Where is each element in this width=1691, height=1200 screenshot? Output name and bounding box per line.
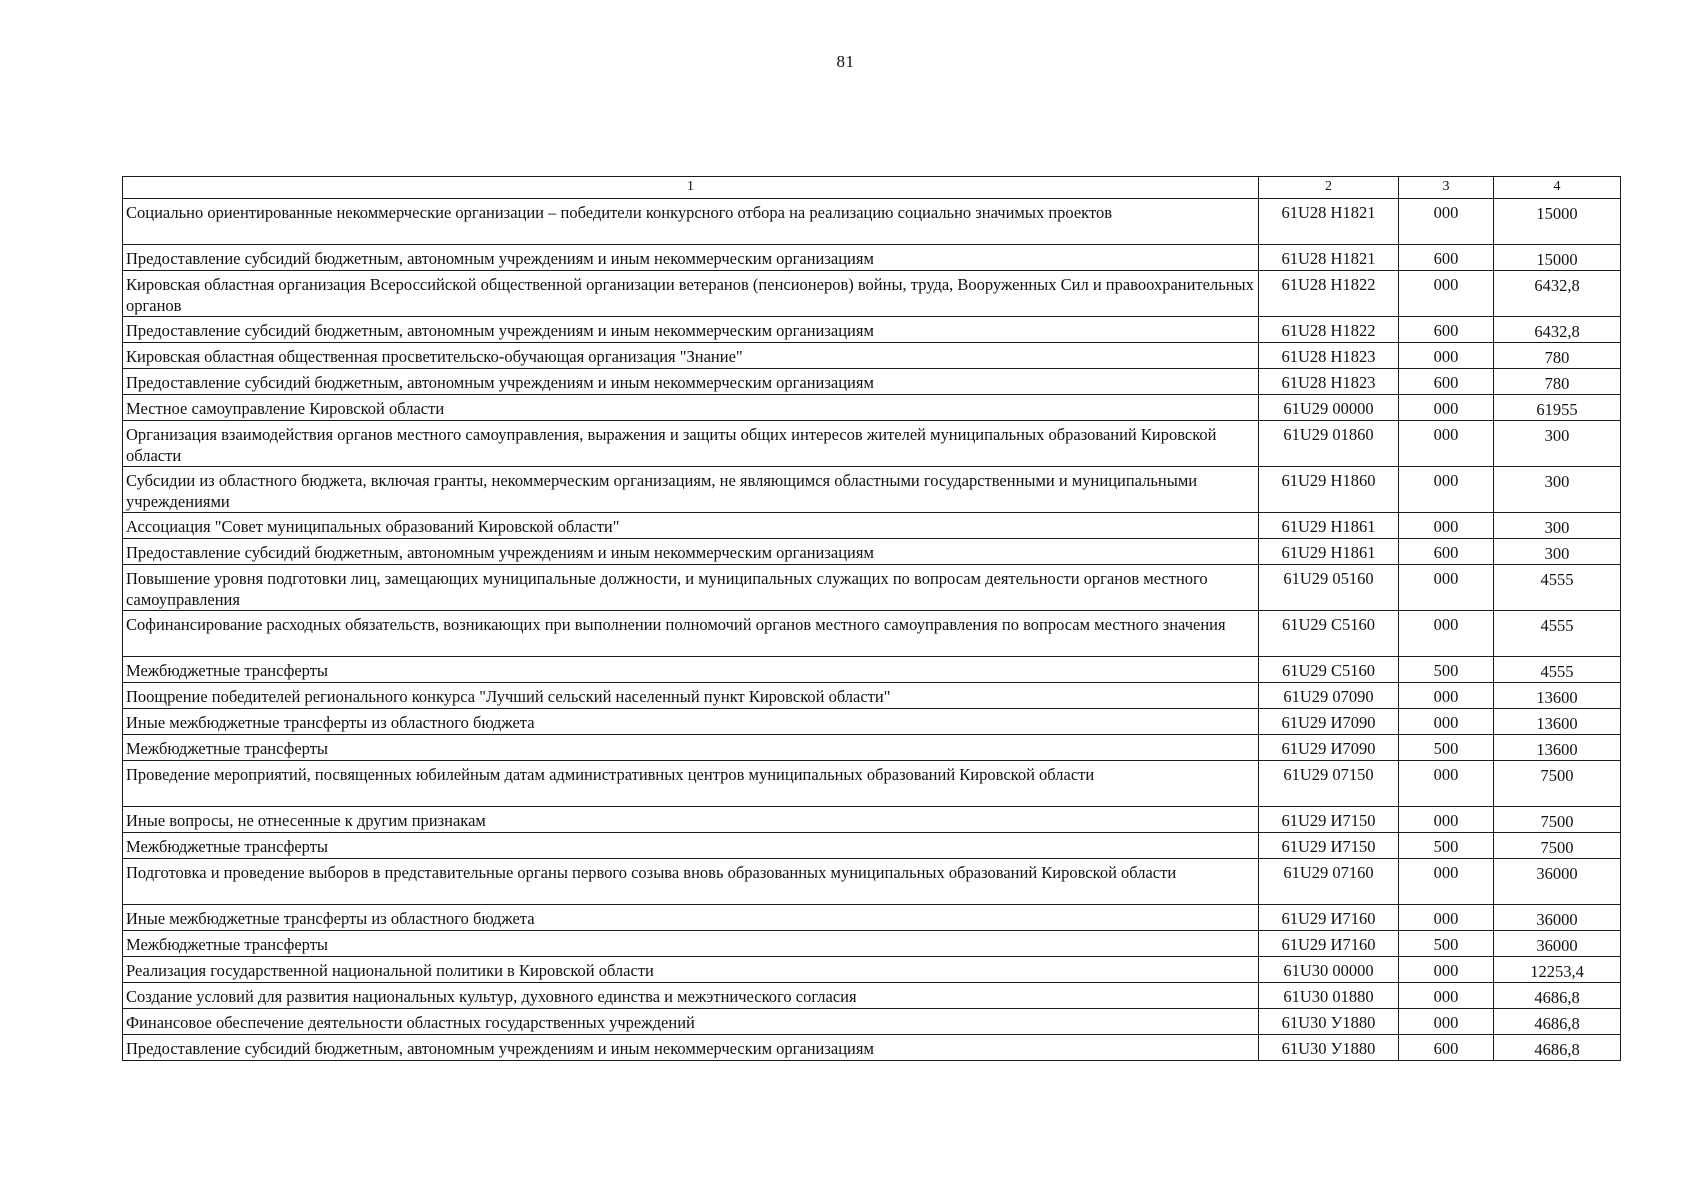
row-amount-cell: 36000 bbox=[1494, 905, 1621, 931]
row-name-cell: Кировская областная общественная просветительско-обучающая организация "Знание" bbox=[123, 343, 1259, 369]
row-name-cell: Кировская областная организация Всероссийской общественной организации ветеранов (пенсионеров) войны, труда, Вооруженных Сил и правоохранительных органов bbox=[123, 271, 1259, 317]
row-type-cell: 000 bbox=[1399, 683, 1494, 709]
row-type-cell: 000 bbox=[1399, 761, 1494, 807]
row-code-cell: 61U30 01880 bbox=[1259, 983, 1399, 1009]
row-name-cell: Поощрение победителей регионального конкурса "Лучший сельский населенный пункт Кировской области" bbox=[123, 683, 1259, 709]
row-code-cell: 61U29 И7090 bbox=[1259, 735, 1399, 761]
row-name-cell: Иные межбюджетные трансферты из областного бюджета bbox=[123, 905, 1259, 931]
row-code-cell: 61U30 00000 bbox=[1259, 957, 1399, 983]
table-body bbox=[123, 199, 1621, 1061]
row-name-cell: Предоставление субсидий бюджетным, автономным учреждениям и иным некоммерческим организациям bbox=[123, 245, 1259, 271]
row-type-cell: 000 bbox=[1399, 421, 1494, 467]
row-code-cell: 61U28 H1822 bbox=[1259, 271, 1399, 317]
row-name-cell: Субсидии из областного бюджета, включая гранты, некоммерческим организациям, не являющимся областными государственными и муниципальными учреждениями bbox=[123, 467, 1259, 513]
row-amount-cell: 300 bbox=[1494, 467, 1621, 513]
row-type-cell: 000 bbox=[1399, 343, 1494, 369]
table-row bbox=[123, 611, 1621, 657]
column-header-4: 4 bbox=[1494, 177, 1621, 199]
row-amount-cell: 13600 bbox=[1494, 735, 1621, 761]
row-amount-cell: 6432,8 bbox=[1494, 317, 1621, 343]
row-name-cell: Предоставление субсидий бюджетным, автономным учреждениям и иным некоммерческим организациям bbox=[123, 539, 1259, 565]
row-amount-cell: 300 bbox=[1494, 421, 1621, 467]
row-name-cell: Предоставление субсидий бюджетным, автономным учреждениям и иным некоммерческим организациям bbox=[123, 369, 1259, 395]
row-code-cell: 61U28 H1823 bbox=[1259, 343, 1399, 369]
header-row bbox=[123, 177, 1621, 199]
table-row bbox=[123, 199, 1621, 245]
row-code-cell: 61U29 H1861 bbox=[1259, 539, 1399, 565]
row-amount-cell: 4686,8 bbox=[1494, 1009, 1621, 1035]
table-row bbox=[123, 709, 1621, 735]
table-row bbox=[123, 369, 1621, 395]
column-header-1: 1 bbox=[123, 177, 1259, 199]
row-code-cell: 61U29 07160 bbox=[1259, 859, 1399, 905]
table-row bbox=[123, 395, 1621, 421]
row-type-cell: 000 bbox=[1399, 807, 1494, 833]
table-row bbox=[123, 421, 1621, 467]
row-amount-cell: 300 bbox=[1494, 513, 1621, 539]
row-type-cell: 000 bbox=[1399, 513, 1494, 539]
row-type-cell: 600 bbox=[1399, 245, 1494, 271]
table-row bbox=[123, 859, 1621, 905]
row-amount-cell: 780 bbox=[1494, 343, 1621, 369]
row-code-cell: 61U29 07150 bbox=[1259, 761, 1399, 807]
row-code-cell: 61U30 У1880 bbox=[1259, 1009, 1399, 1035]
row-type-cell: 000 bbox=[1399, 1009, 1494, 1035]
row-code-cell: 61U29 H1860 bbox=[1259, 467, 1399, 513]
table-row bbox=[123, 761, 1621, 807]
row-amount-cell: 36000 bbox=[1494, 859, 1621, 905]
table-row bbox=[123, 539, 1621, 565]
row-type-cell: 000 bbox=[1399, 271, 1494, 317]
table-row bbox=[123, 905, 1621, 931]
column-header-2: 2 bbox=[1259, 177, 1399, 199]
row-type-cell: 000 bbox=[1399, 611, 1494, 657]
table-row bbox=[123, 657, 1621, 683]
row-name-cell: Предоставление субсидий бюджетным, автономным учреждениям и иным некоммерческим организациям bbox=[123, 317, 1259, 343]
row-amount-cell: 36000 bbox=[1494, 931, 1621, 957]
row-amount-cell: 300 bbox=[1494, 539, 1621, 565]
row-code-cell: 61U28 H1821 bbox=[1259, 245, 1399, 271]
row-amount-cell: 7500 bbox=[1494, 807, 1621, 833]
row-code-cell: 61U29 01860 bbox=[1259, 421, 1399, 467]
budget-table bbox=[122, 176, 1621, 1061]
row-code-cell: 61U29 00000 bbox=[1259, 395, 1399, 421]
row-name-cell: Межбюджетные трансферты bbox=[123, 931, 1259, 957]
row-code-cell: 61U29 И7160 bbox=[1259, 931, 1399, 957]
row-type-cell: 000 bbox=[1399, 565, 1494, 611]
row-type-cell: 000 bbox=[1399, 957, 1494, 983]
table-row bbox=[123, 957, 1621, 983]
row-type-cell: 000 bbox=[1399, 905, 1494, 931]
table-row bbox=[123, 807, 1621, 833]
row-name-cell: Межбюджетные трансферты bbox=[123, 833, 1259, 859]
row-name-cell: Создание условий для развития национальных культур, духовного единства и межэтнического согласия bbox=[123, 983, 1259, 1009]
row-code-cell: 61U29 H1861 bbox=[1259, 513, 1399, 539]
row-code-cell: 61U28 H1823 bbox=[1259, 369, 1399, 395]
row-type-cell: 500 bbox=[1399, 735, 1494, 761]
row-amount-cell: 4686,8 bbox=[1494, 1035, 1621, 1061]
table-row bbox=[123, 467, 1621, 513]
row-code-cell: 61U28 H1822 bbox=[1259, 317, 1399, 343]
row-code-cell: 61U29 C5160 bbox=[1259, 657, 1399, 683]
table-row bbox=[123, 513, 1621, 539]
table-row bbox=[123, 565, 1621, 611]
row-type-cell: 500 bbox=[1399, 833, 1494, 859]
table-row bbox=[123, 245, 1621, 271]
row-type-cell: 600 bbox=[1399, 1035, 1494, 1061]
row-amount-cell: 12253,4 bbox=[1494, 957, 1621, 983]
row-amount-cell: 13600 bbox=[1494, 709, 1621, 735]
row-name-cell: Организация взаимодействия органов местного самоуправления, выражения и защиты общих интересов жителей муниципальных образований Кировской области bbox=[123, 421, 1259, 467]
row-type-cell: 600 bbox=[1399, 369, 1494, 395]
row-amount-cell: 4555 bbox=[1494, 611, 1621, 657]
table-row bbox=[123, 1009, 1621, 1035]
row-code-cell: 61U29 И7090 bbox=[1259, 709, 1399, 735]
row-type-cell: 500 bbox=[1399, 931, 1494, 957]
row-type-cell: 000 bbox=[1399, 709, 1494, 735]
row-code-cell: 61U29 И7160 bbox=[1259, 905, 1399, 931]
table-header bbox=[123, 177, 1621, 199]
table-row bbox=[123, 317, 1621, 343]
row-type-cell: 000 bbox=[1399, 467, 1494, 513]
row-amount-cell: 15000 bbox=[1494, 199, 1621, 245]
row-name-cell: Межбюджетные трансферты bbox=[123, 735, 1259, 761]
row-name-cell: Предоставление субсидий бюджетным, автономным учреждениям и иным некоммерческим организациям bbox=[123, 1035, 1259, 1061]
row-name-cell: Подготовка и проведение выборов в представительные органы первого созыва вновь образованных муниципальных образований Кировской области bbox=[123, 859, 1259, 905]
row-name-cell: Проведение мероприятий, посвященных юбилейным датам административных центров муниципальных образований Кировской области bbox=[123, 761, 1259, 807]
row-name-cell: Социально ориентированные некоммерческие организации – победители конкурсного отбора на реализацию социально значимых проектов bbox=[123, 199, 1259, 245]
column-header-3: 3 bbox=[1399, 177, 1494, 199]
row-name-cell: Софинансирование расходных обязательств, возникающих при выполнении полномочий органов местного самоуправления по вопросам местного значения bbox=[123, 611, 1259, 657]
table-row bbox=[123, 343, 1621, 369]
table-row bbox=[123, 683, 1621, 709]
table-row bbox=[123, 271, 1621, 317]
row-amount-cell: 7500 bbox=[1494, 833, 1621, 859]
row-amount-cell: 7500 bbox=[1494, 761, 1621, 807]
row-name-cell: Межбюджетные трансферты bbox=[123, 657, 1259, 683]
row-type-cell: 600 bbox=[1399, 539, 1494, 565]
row-name-cell: Финансовое обеспечение деятельности областных государственных учреждений bbox=[123, 1009, 1259, 1035]
row-code-cell: 61U29 И7150 bbox=[1259, 833, 1399, 859]
row-amount-cell: 6432,8 bbox=[1494, 271, 1621, 317]
row-amount-cell: 61955 bbox=[1494, 395, 1621, 421]
table-row bbox=[123, 983, 1621, 1009]
row-name-cell: Реализация государственной национальной политики в Кировской области bbox=[123, 957, 1259, 983]
row-type-cell: 000 bbox=[1399, 199, 1494, 245]
table-row bbox=[123, 735, 1621, 761]
row-type-cell: 000 bbox=[1399, 983, 1494, 1009]
row-amount-cell: 15000 bbox=[1494, 245, 1621, 271]
row-code-cell: 61U29 07090 bbox=[1259, 683, 1399, 709]
row-amount-cell: 780 bbox=[1494, 369, 1621, 395]
row-amount-cell: 4555 bbox=[1494, 565, 1621, 611]
row-type-cell: 500 bbox=[1399, 657, 1494, 683]
table-row bbox=[123, 1035, 1621, 1061]
row-code-cell: 61U29 И7150 bbox=[1259, 807, 1399, 833]
table-row bbox=[123, 931, 1621, 957]
table-row bbox=[123, 833, 1621, 859]
row-name-cell: Иные вопросы, не отнесенные к другим признакам bbox=[123, 807, 1259, 833]
row-type-cell: 600 bbox=[1399, 317, 1494, 343]
row-code-cell: 61U29 C5160 bbox=[1259, 611, 1399, 657]
row-amount-cell: 4686,8 bbox=[1494, 983, 1621, 1009]
row-amount-cell: 4555 bbox=[1494, 657, 1621, 683]
row-name-cell: Иные межбюджетные трансферты из областного бюджета bbox=[123, 709, 1259, 735]
row-code-cell: 61U30 У1880 bbox=[1259, 1035, 1399, 1061]
row-type-cell: 000 bbox=[1399, 859, 1494, 905]
row-code-cell: 61U29 05160 bbox=[1259, 565, 1399, 611]
row-code-cell: 61U28 H1821 bbox=[1259, 199, 1399, 245]
page-number: 81 bbox=[836, 52, 855, 71]
row-name-cell: Повышение уровня подготовки лиц, замещающих муниципальные должности, и муниципальных служащих по вопросам деятельности органов местного самоуправления bbox=[123, 565, 1259, 611]
row-amount-cell: 13600 bbox=[1494, 683, 1621, 709]
row-type-cell: 000 bbox=[1399, 395, 1494, 421]
row-name-cell: Местное самоуправление Кировской области bbox=[123, 395, 1259, 421]
row-name-cell: Ассоциация "Совет муниципальных образований Кировской области" bbox=[123, 513, 1259, 539]
